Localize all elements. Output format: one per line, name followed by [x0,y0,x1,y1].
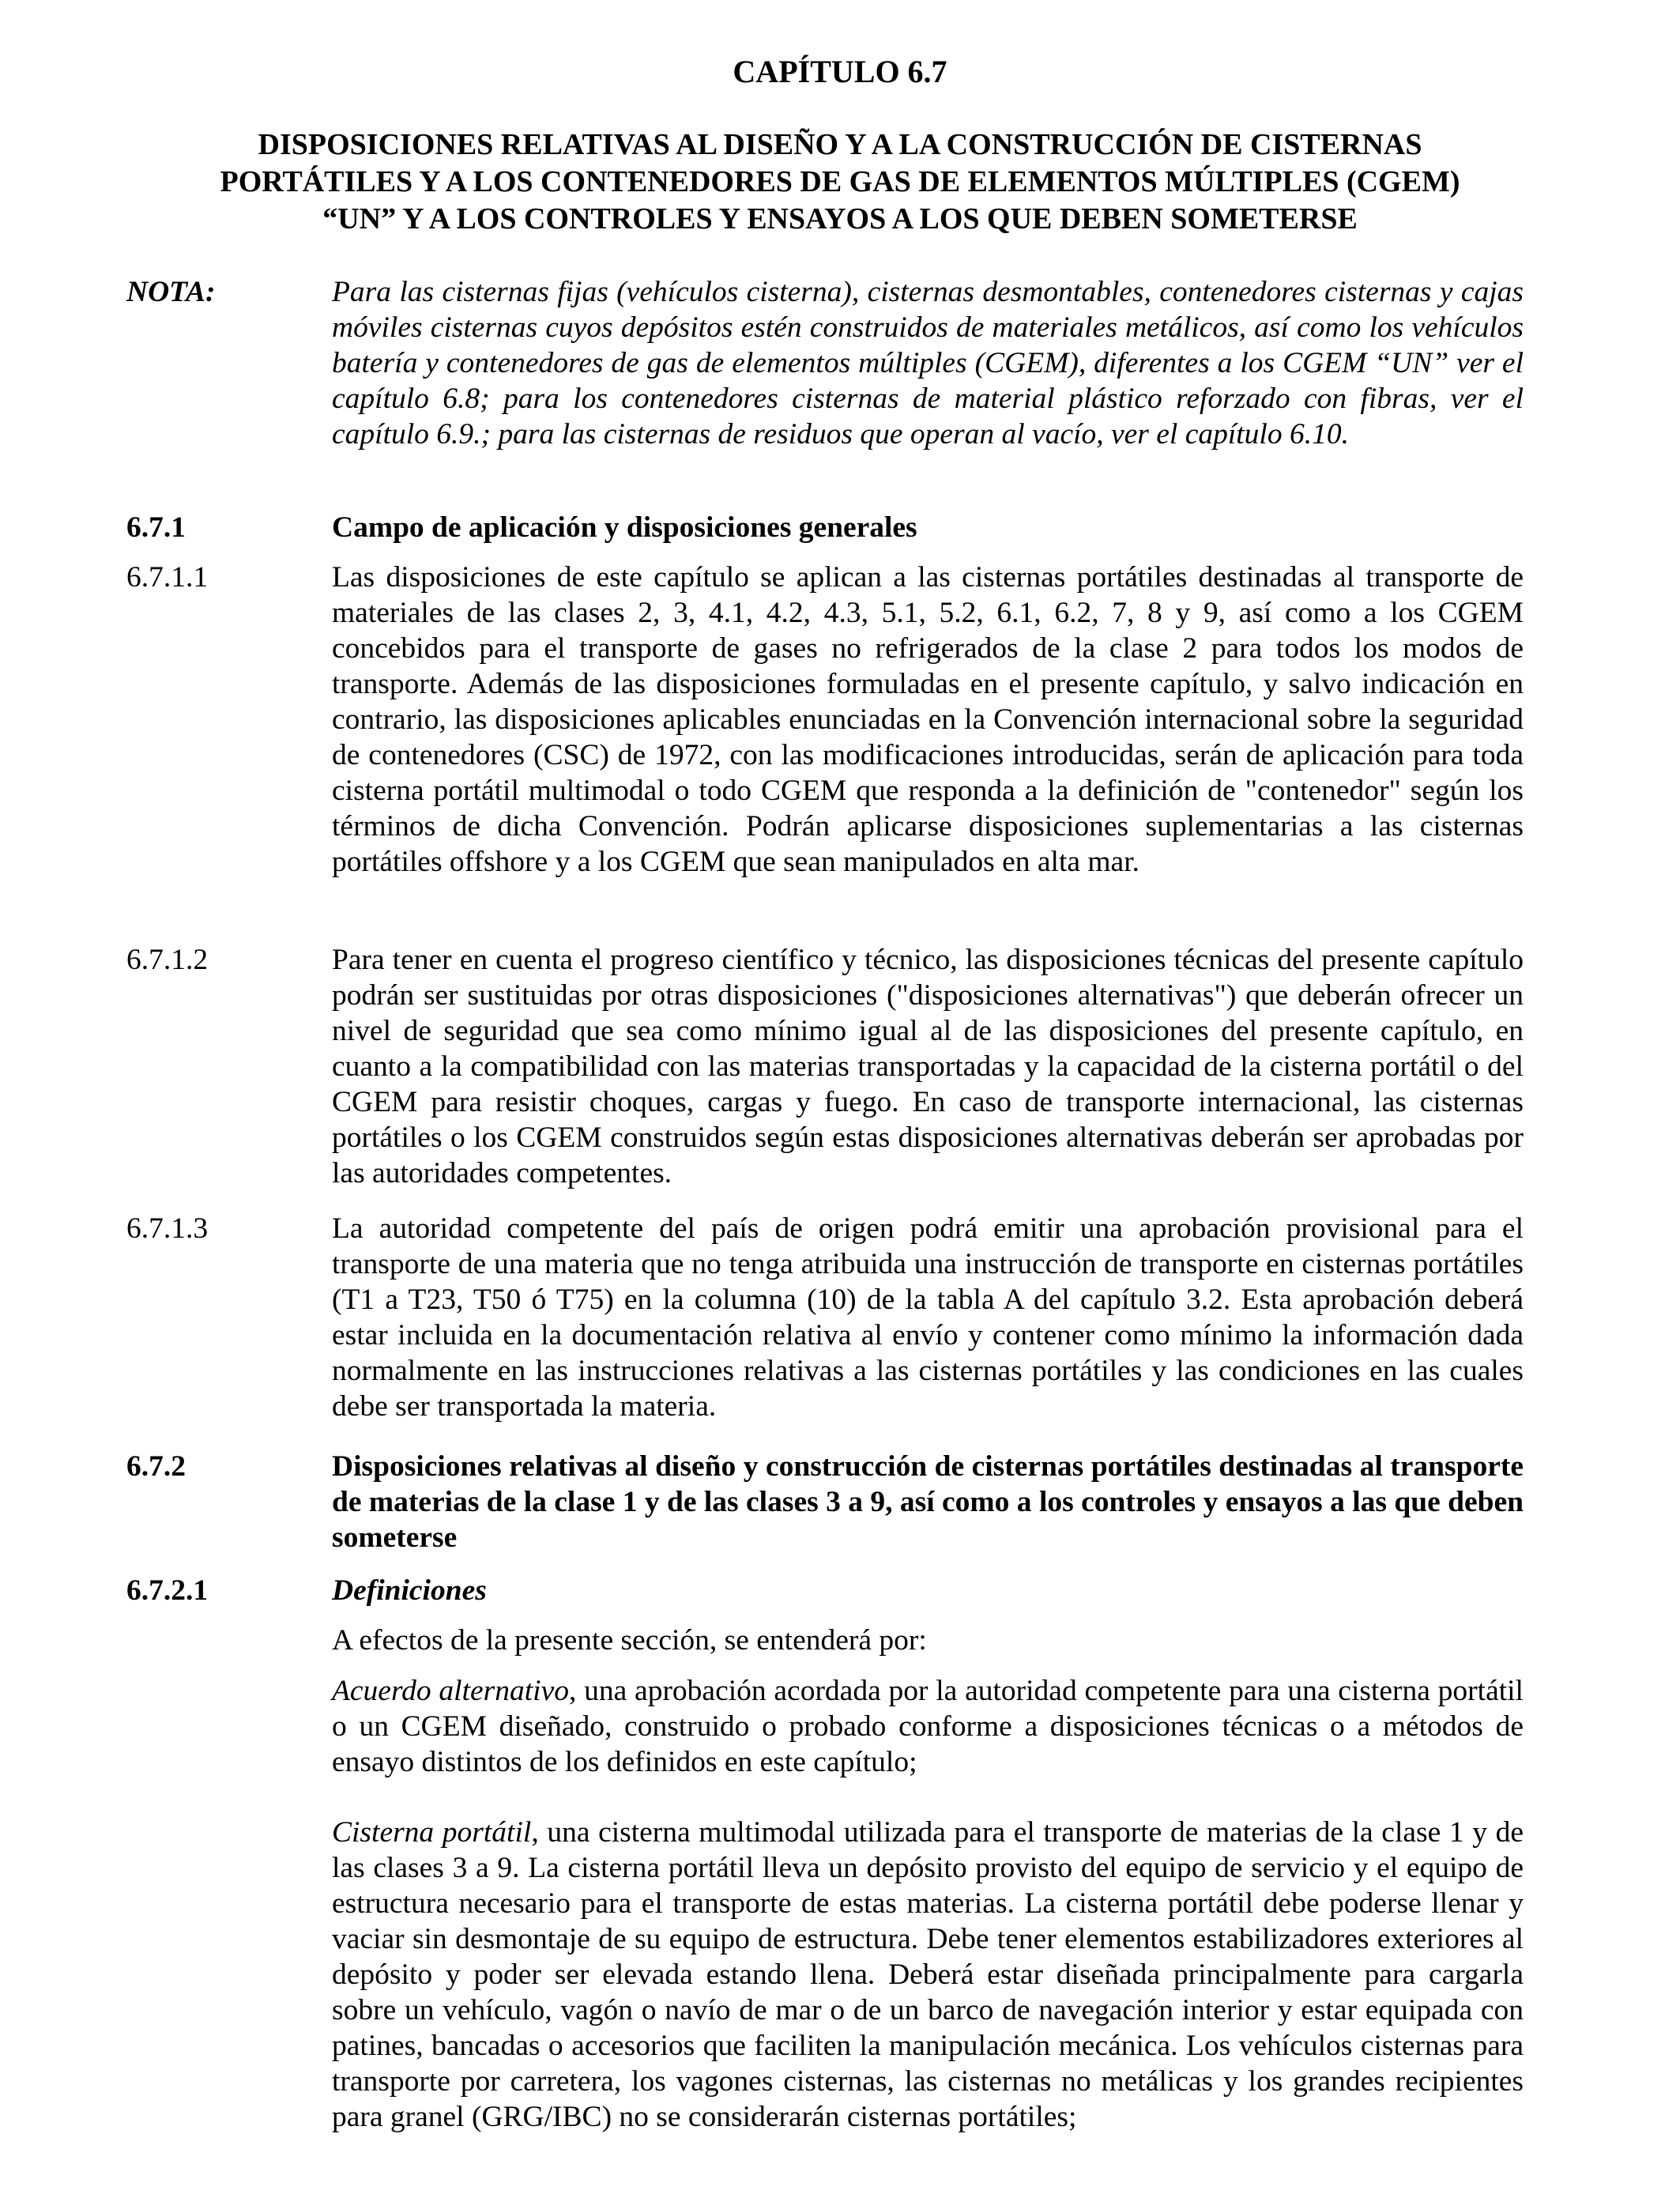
chapter-heading: CAPÍTULO 6.7 [733,54,947,89]
definition-term: Acuerdo alternativo [332,1675,569,1707]
section-heading: Disposiciones relativas al diseño y construcción de cisternas portátiles destinadas al transporte de materias de la clase 1 y de las clases 3 a 9, así como a los controles y ensayos a las que deben someterse [332,1450,1524,1554]
definition-text [332,1673,1524,1780]
note-text: Para las cisternas fijas (vehículos cisterna), cisternas desmontables, contenedores cisternas y cajas móviles cisternas cuyos depósitos estén construidos de materiales metálicos, así como los vehículos batería y contenedores de gas de elementos múltiples (CGEM), diferentes a los CGEM “UN” ver el capítulo 6.8; para los contenedores cisternas de material plástico reforzado con fibras, ver el capítulo 6.9.; para las cisternas de residuos que operan al vacío, ver el capítulo 6.10. [332,276,1524,450]
paragraph-text: La autoridad competente del país de origen podrá emitir una aprobación provisional para el transporte de una materia que no tenga atribuida una instrucción de transporte en cisternas portátiles (T1 a T23, T50 ó T75) en la columna (10) de la tabla A del capítulo 3.2. Esta aprobación deberá estar incluida en la documentación relativa al envío y contener como mínimo la información dada normalmente en las instrucciones relativas a las cisternas portátiles y las condiciones en las cuales debe ser transportada la materia. [332,1212,1524,1423]
section-number: 6.7.1 [126,511,186,544]
definition-text [332,1815,1524,2135]
paragraph-heading: Definiciones [332,1574,487,1607]
definitions-intro: A efectos de la presente sección, se entenderá por: [332,1624,927,1657]
chapter-title-line: “UN” Y A LOS CONTROLES Y ENSAYOS A LOS QUE DEBEN SOMETERSE [322,202,1358,236]
section-heading: Campo de aplicación y disposiciones generales [332,511,917,544]
paragraph-number: 6.7.2.1 [126,1574,209,1607]
paragraph-number: 6.7.1.3 [126,1212,209,1245]
note-label: NOTA: [126,276,216,308]
paragraph-text: Para tener en cuenta el progreso científico y técnico, las disposiciones técnicas del presente capítulo podrán ser sustituidas por otras disposiciones ("disposiciones alternativas") que deberán ofrecer un nivel de seguridad que sea como mínimo igual al de las disposiciones del presente capítulo, en cuanto a la compatibilidad con las materias transportadas y la capacidad de la cisterna portátil o del CGEM para resistir choques, cargas y fuego. En caso de transporte internacional, las cisternas portátiles o los CGEM construidos según estas disposiciones alternativas deberán ser aprobadas por las autoridades competentes. [332,944,1524,1189]
definition-body: , una cisterna multimodal utilizada para el transporte de materias de la clase 1 y de las clases 3 a 9. La cisterna portátil lleva un depósito provisto del equipo de servicio y el equipo de estructura necesario para el transporte de estas materias. La cisterna portátil debe poderse llenar y vaciar sin desmontaje de su equipo de estructura. Debe tener elementos estabilizadores exteriores al depósito y poder ser elevada estando llena. Deberá estar diseñada principalmente para cargarla sobre un vehículo, vagón o navío de mar o de un barco de navegación interior y estar equipada con patines, bancadas o accesorios que faciliten la manipulación mecánica. Los vehículos cisternas para transporte por carretera, los vagones cisternas, las cisternas no metálicas y los grandes recipientes para granel (GRG/IBC) no se considerarán cisternas portátiles; [332,1816,1524,2133]
paragraph-text: Las disposiciones de este capítulo se aplican a las cisternas portátiles destinadas al transporte de materiales de las clases 2, 3, 4.1, 4.2, 4.3, 5.1, 5.2, 6.1, 6.2, 7, 8 y 9, así como a los CGEM concebidos para el transporte de gases no refrigerados de la clase 2 para todos los modos de transporte. Además de las disposiciones formuladas en el presente capítulo, y salvo indicación en contrario, las disposiciones aplicables enunciadas en la Convención internacional sobre la seguridad de contenedores (CSC) de 1972, con las modificaciones introducidas, serán de aplicación para toda cisterna portátil multimodal o todo CGEM que responda a la definición de "contenedor" según los términos de dicha Convención. Podrán aplicarse disposiciones suplementarias a las cisternas portátiles offshore y a los CGEM que sean manipulados en alta mar. [332,561,1524,878]
paragraph-number: 6.7.1.1 [126,561,209,594]
section-number: 6.7.2 [126,1450,186,1483]
chapter-title [158,126,1522,238]
chapter-title-line: DISPOSICIONES RELATIVAS AL DISEÑO Y A LA CONSTRUCCIÓN DE CISTERNAS [258,128,1422,161]
chapter-title-line: PORTÁTILES Y A LOS CONTENEDORES DE GAS DE ELEMENTOS MÚLTIPLES (CGEM) [220,165,1460,198]
definition-body: , una aprobación acordada por la autoridad competente para una cisterna portátil o un CGEM diseñado, construido o probado conforme a disposiciones técnicas o a métodos de ensayo distintos de los definidos en este capítulo; [332,1675,1524,1778]
paragraph-number: 6.7.1.2 [126,944,209,976]
definition-term: Cisterna portátil [332,1816,532,1849]
